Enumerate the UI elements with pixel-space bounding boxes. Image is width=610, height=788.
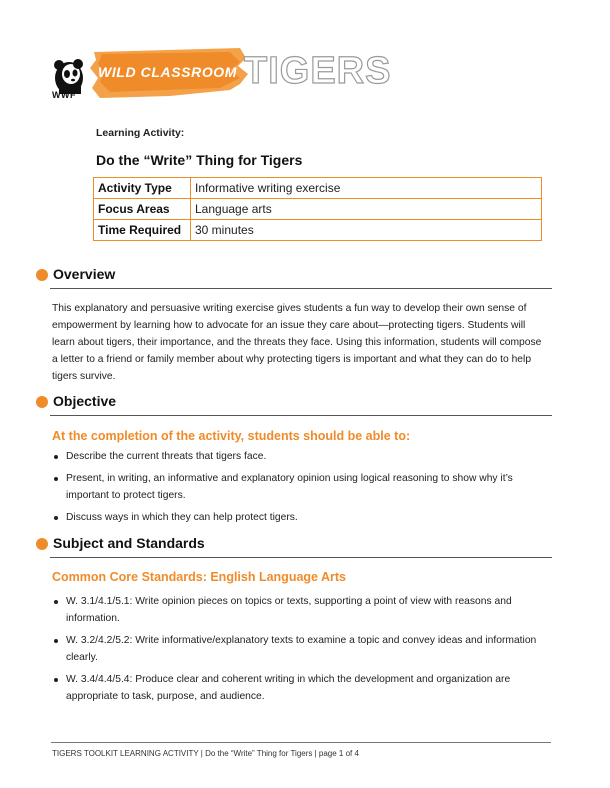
section-bullet-icon [36, 538, 48, 550]
wwf-logo-text: WWF [52, 90, 76, 100]
section-divider [50, 557, 552, 558]
list-item: W. 3.1/4.1/5.1: Write opinion pieces on topics or texts, supporting a point of view with reasons and information. [52, 593, 542, 627]
overview-heading: Overview [53, 266, 116, 282]
objective-list [52, 448, 542, 531]
list-item: W. 3.2/4.2/5.2: Write informative/explanatory texts to examine a topic and convey ideas and information clearly. [52, 632, 542, 666]
objective-heading: Objective [53, 393, 117, 409]
overview-text: This explanatory and persuasive writing exercise gives students a fun way to develop their own sense of empowerment by learning how to advocate for an issue they care about—protecting tigers. Students will learn about tigers, their importance, and the threats they face. Using this information, students will compose a letter to a friend or family member about why protecting tigers is important and what they can do to help tigers survive. [52, 303, 542, 382]
section-divider [50, 288, 552, 289]
info-value: Informative writing exercise [191, 178, 542, 199]
standards-list [52, 593, 542, 710]
list-item: Describe the current threats that tigers face. [52, 448, 542, 465]
info-key: Time Required [94, 220, 191, 241]
section-bullet-icon [36, 269, 48, 281]
table-row [94, 220, 542, 241]
standards-heading: Subject and Standards [53, 535, 205, 551]
page-footer: TIGERS TOOLKIT LEARNING ACTIVITY | Do the “Write” Thing for Tigers | page 1 of 4 [52, 749, 359, 758]
standards-subheading: Common Core Standards: English Language Arts [52, 570, 347, 584]
list-item: W. 3.4/4.4/5.4: Produce clear and coherent writing in which the development and organization are appropriate to task, purpose, and audience. [52, 671, 542, 705]
objective-subheading: At the completion of the activity, students should be able to: [52, 429, 411, 443]
footer-divider [51, 742, 551, 743]
section-divider [50, 415, 552, 416]
list-item: Present, in writing, an informative and explanatory opinion using logical reasoning to show why it’s important to protect tigers. [52, 470, 542, 504]
list-item: Discuss ways in which they can help protect tigers. [52, 509, 542, 526]
activity-info-table [93, 177, 542, 241]
table-row [94, 178, 542, 199]
section-bullet-icon [36, 396, 48, 408]
activity-label: Learning Activity: [96, 127, 185, 139]
info-key: Activity Type [94, 178, 191, 199]
activity-title: Do the “Write” Thing for Tigers [96, 152, 303, 168]
info-value: Language arts [191, 199, 542, 220]
info-value: 30 minutes [191, 220, 542, 241]
info-key: Focus Areas [94, 199, 191, 220]
topic-title: TIGERS [244, 50, 392, 92]
series-title: WILD CLASSROOM [98, 64, 238, 80]
table-row [94, 199, 542, 220]
